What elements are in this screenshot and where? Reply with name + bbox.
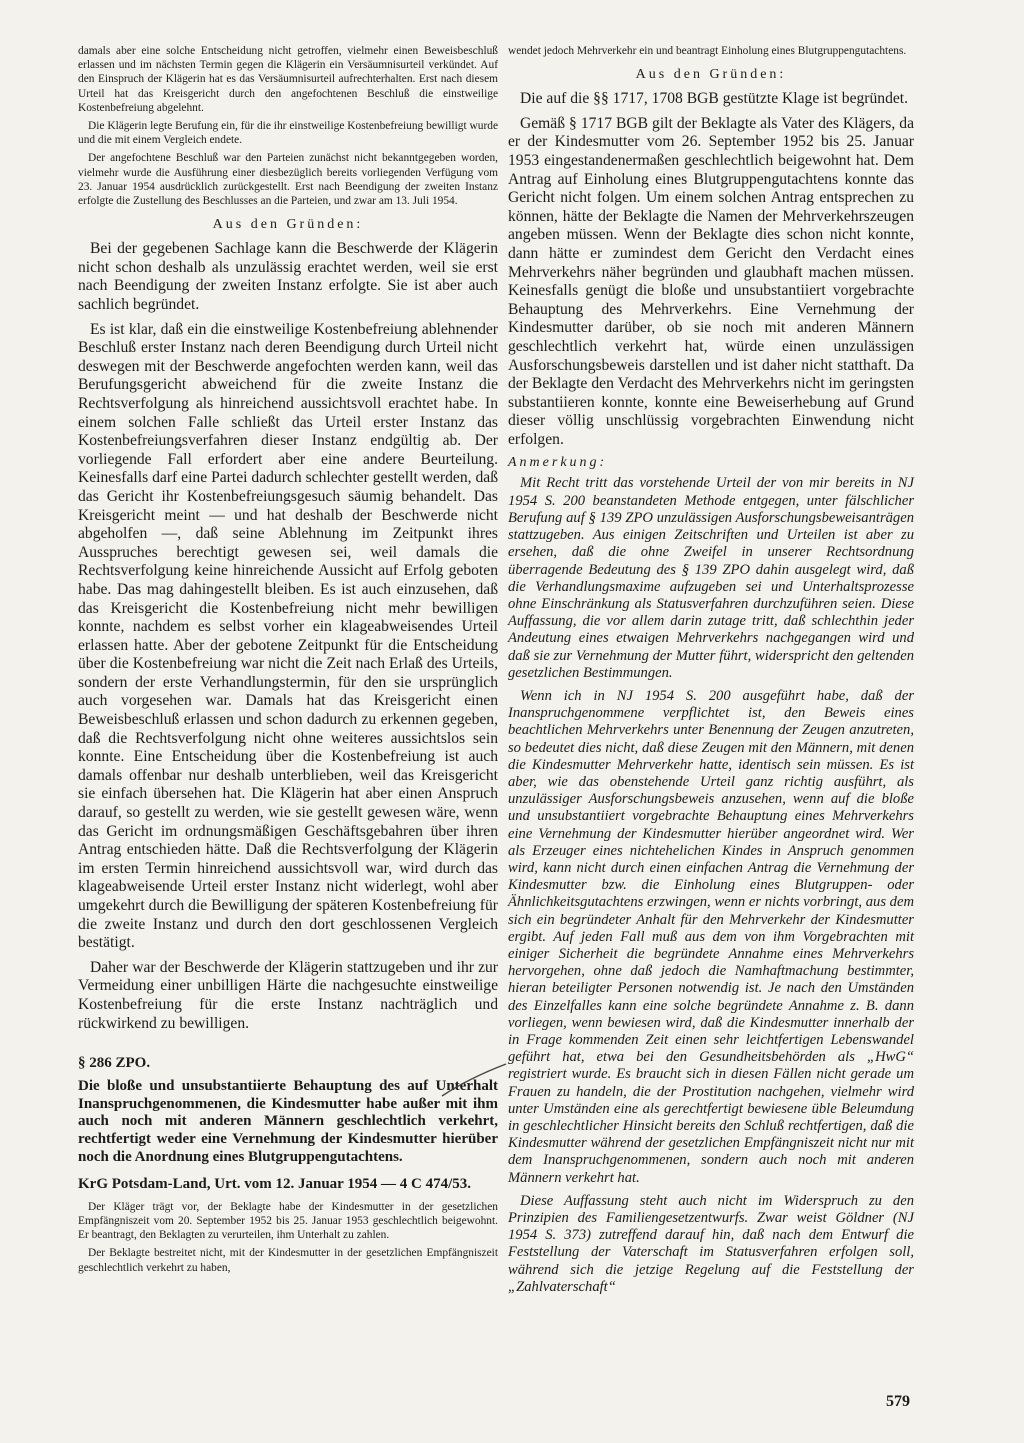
left-column <box>78 44 498 1279</box>
right-column <box>508 44 914 1302</box>
grounds-heading: Aus den Gründen: <box>212 217 364 233</box>
paragraph: Gemäß § 1717 BGB gilt der Beklagte als Vater des Klägers, da er der Kindesmutter vom 26. September 1952 bis 25. Januar 1953 eingestandenermaßen geschlechtlich beigewohnt hat. Dem Antrag auf Einholung eines Blutgruppengutachtens konnte das Gericht nicht folgen. Um einem solchen Antrag entsprechen zu können, hätte der Beklagte die Namen der Mehrverkehrszeugen angeben müssen. Wenn der Beklagte dies schon nicht konnte, dann hätte er zumindest dem Gericht den Verdacht eines Mehrverkehrs näher begründen und glaubhaft machen müssen. Keinesfalls genügt die bloße und unsubstantiiert vorgebrachte Behauptung des Mehrverkehrs. Eine Vernehmung der Kindesmutter darüber, ob sie noch mit anderen Männern geschlechtlich verkehrt hat, würde einen unzulässigen Ausforschungsbeweis darstellen und ist daher nicht statthaft. Da der Beklagte den Verdacht des Mehrverkehrs nicht im geringsten substantiieren konnte, konnte eine Beweiserhebung auf Grund dieser völlig unschlüssig vorgebrachten Einwendung nicht erfolgen. <box>508 114 914 448</box>
paragraph: Daher war der Beschwerde der Klägerin stattzugeben und ihr zur Vermeidung einer unbilligen Härte die nachgesuchte einstweilige Kostenbefreiung für die erste Instanz nachträglich und rückwirkend zu bewilligen. <box>78 958 498 1032</box>
section-heading: § 286 ZPO. <box>78 1055 151 1072</box>
paragraph: Der Kläger trägt vor, der Beklagte habe der Kindesmutter in der gesetzlichen Empfängniszeit vom 20. September 1952 bis 25. Januar 1953 geschlechtlich beigewohnt. Er beantragt, den Beklagten zu verurteilen, ihm Unterhalt zu zahlen. <box>78 1200 498 1242</box>
paragraph: wendet jedoch Mehrverkehr ein und beantragt Einholung eines Blutgruppengutachtens. <box>508 45 907 57</box>
paragraph: Der Beklagte bestreitet nicht, mit der Kindesmutter in der gesetzlichen Empfängniszeit geschlechtlich verkehrt zu haben, <box>78 1247 498 1274</box>
paragraph: Wenn ich in NJ 1954 S. 200 ausgeführt habe, daß der Inanspruchgenommene verpflichtet ist, den Beweis eines beachtlichen Mehrverkehrs unter Benennung der Zeugen anzutreten, so bedeutet dies nicht, daß diese Zeugen mit den Männern, mit denen die Kindesmutter Mehrverkehr hatte, identisch sein müssen. Es ist aber, wie das obenstehende Urteil ganz richtig ausführt, als unzulässiger Ausforschungsbeweis anzusehen, wenn auf die bloße und unsubstantiiert vorgebrachte Behauptung eines Mehrverkehrs eine Vernehmung der Kindesmutter hierüber angeordnet wird. Wer als Erzeuger eines nichtehelichen Kindes in Anspruch genommen wird, kann nicht durch einen einfachen Antrag die Vernehmung der Kindesmutter bzw. die Einholung eines Blutgruppen- oder Ähnlichkeitsgutachtens erzwingen, wenn er nichts vorbringt, aus dem sich ein begründeter Anhalt für den Mehrverkehr der Kindesmutter ergibt. Auf jeden Fall muß aus dem von ihm Vorgebrachten mit einiger Sicherheit die begründete Annahme eines Mehrverkehrs hervorgehen, ohne daß jedoch die Namhaftmachung bestimmter, hieran beteiligter Personen notwendig ist. Je nach den Umständen des Einzelfalles kann eine solche begründete Annahme z. B. dann vorliegen, wenn bewiesen wird, daß die Kindesmutter innerhalb der in Frage kommenden Zeit einen sehr leichtfertigen Lebenswandel geführt hat, etwa bei den Gesundheitsbehörden als „HwG“ registriert wurde. Es braucht sich in diesen Fällen nicht gerade um Frauen zu handeln, die der Prostitution nachgehen, vielmehr wird unter Umständen eine als gerechtfertigt bewiesene üble Beleumdung in geschlechtlicher Hinsicht bereits den Schluß rechtfertigen, daß die Kindesmutter während der gesetzlichen Empfängniszeit nicht nur mit dem Inanspruchgenommenen, sondern auch noch mit anderen Männern verkehrt hat. <box>508 687 914 1186</box>
paragraph: Die auf die §§ 1717, 1708 BGB gestützte Klage ist begründet. <box>520 90 909 108</box>
headnote: Die bloße und unsubstantiierte Behauptung des auf Unterhalt Inanspruchgenommenen, die Kindesmutter habe außer mit ihm auch noch mit anderen Männern geschlechtlich verkehrt, rechtfertigt weder eine Vernehmung der Kindesmutter hierüber noch die Anordnung eines Blutgruppengutachtens. <box>78 1078 498 1165</box>
grounds-heading: Aus den Gründen: <box>635 67 787 83</box>
paragraph: Diese Auffassung steht auch nicht im Widerspruch zu den Prinzipien des Familiengesetzentwurfs. Zwar weist Göldner (NJ 1954 S. 373) zutreffend darauf hin, daß nach dem Entwurf die Feststellung der Vaterschaft im Statusverfahren erfolgen soll, während sich die jetzige Regelung auf die Feststellung der „Zahlvaterschaft“ <box>508 1192 914 1295</box>
paragraph: Es ist klar, daß ein die einstweilige Kostenbefreiung ablehnender Beschluß erster Instanz nach deren Beendigung durch Urteil nicht deswegen mit der Beschwerde angefochten werden kann, weil das Berufungsgericht abweichend für die zweite Instanz die Rechtsverfolgung als hinreichend aussichtsvoll erachtet habe. In einem solchen Falle schließt das Urteil erster Instanz das Kostenbefreiungsverfahren dieser Instanz endgültig ab. Der vorliegende Fall erfordert aber eine andere Beurteilung. Keinesfalls darf eine Partei dadurch schlechter gestellt werden, daß das Gericht ihr Kostenbefreiungsgesuch säumig behandelt. Das Kreisgericht meint — und hat deshalb der Beschwerde nicht abgeholfen —, daß seine Ablehnung im Zeitpunkt ihres Ausspruches berechtigt gewesen sei, weil damals die Rechtsverfolgung keine hinreichende Aussicht auf Erfolg geboten habe. Das mag dahingestellt bleiben. Es ist auch einzusehen, daß das Kreisgericht die Kostenbefreiung nicht mehr bewilligen konnte, nachdem es selbst vorher ein klageabweisendes Urteil erlassen hatte. Aber der gebotene Zeitpunkt für die Entscheidung über die Kostenbefreiung war nicht die Zeit nach Erlaß des Urteils, sondern der erste Verhandlungstermin, für den sie ursprünglich auch vorgesehen war. Damals hat das Kreisgericht einen Beweisbeschluß erlassen und schon dadurch zu erkennen gegeben, daß die Rechtsverfolgung nicht ohne weiteres aussichtslos sein konnte. Eine Entscheidung über die Kostenbefreiung ist auch damals offenbar nur deshalb unterblieben, weil das Kreisgericht sie einfach übersehen hat. Die Klägerin hat aber einen Anspruch darauf, so gestellt zu werden, wie sie gestellt gewesen wäre, wenn das Gericht im ordnungsmäßigen Geschäftsgebahren über ihren Antrag entschieden hätte. Daß die Rechtsverfolgung der Klägerin im ersten Termin hinreichend aussichtsvoll war, wird durch das klageabweisende Urteil erster Instanz nicht widerlegt, wohl aber umgekehrt durch die Bewilligung der späteren Kostenbefreiung für die zweite Instanz und durch den dort geschlossenen Vergleich bestätigt. <box>78 320 498 952</box>
paragraph: damals aber eine solche Entscheidung nicht getroffen, vielmehr einen Beweisbeschluß erlassen und im nächsten Termin gegen die Klägerin ein Versäumnisurteil verkündet. Auf den Einspruch der Klägerin hat es das Versäumnisurteil aufrechterhalten. Erst nach diesem Urteil hat das Kreisgericht durch den angefochtenen Beschluß die einstweilige Kostenbefreiung abgelehnt. <box>78 45 498 114</box>
paragraph: Mit Recht tritt das vorstehende Urteil der von mir bereits in NJ 1954 S. 200 beanstandeten Methode entgegen, unter fälschlicher Berufung auf § 139 ZPO unzulässigen Ausforschungsbeweisanträgen stattzugeben. Aus einigen Zeitschriften und Urteilen ist aber zu ersehen, daß die ohne Zweifel in unserer Rechtsordnung überragende Bedeutung des § 139 ZPO dahin ausgelegt wird, daß die Verhandlungsmaxime aufzugeben sei und Unterhaltsprozesse ohne Einschränkung als Statusverfahren durchzuführen seien. Diese Auffassung, die vor allem darin zutage tritt, daß schlechthin jeder Andeutung eines etwaigen Mehrverkehrs nachgegangen wird und daß sie zur Vernehmung der Mutter führt, widerspricht den geltenden gesetzlichen Bestimmungen. <box>508 475 914 681</box>
page-number: 579 <box>886 1393 910 1410</box>
pencil-mark-icon <box>440 1060 510 1100</box>
paragraph: Die Klägerin legte Berufung ein, für die ihr einstweilige Kostenbefreiung bewilligt wurde und die mit einem Vergleich endete. <box>78 120 498 147</box>
paragraph: Der angefochtene Beschluß war den Parteien zunächst nicht bekanntgegeben worden, vielmehr wurde die Ausführung einer diesbezüglich bereits vorliegenden Verfügung vom 23. Januar 1954 ausdrücklich zurückgestellt. Erst nach Beendigung der zweiten Instanz erfolgte die Zustellung des Beschlusses an die Parteien, und zwar am 13. Juli 1954. <box>78 152 498 208</box>
court-citation: KrG Potsdam-Land, Urt. vom 12. Januar 1954 — 4 C 474/53. <box>78 1176 472 1193</box>
paragraph: Bei der gegebenen Sachlage kann die Beschwerde der Klägerin nicht schon deshalb als unzulässig erachtet werden, weil sie erst nach Beendigung der zweiten Instanz erfolgte. Sie ist aber auch sachlich begründet. <box>78 240 498 314</box>
note-heading: Anmerkung: <box>508 455 608 471</box>
